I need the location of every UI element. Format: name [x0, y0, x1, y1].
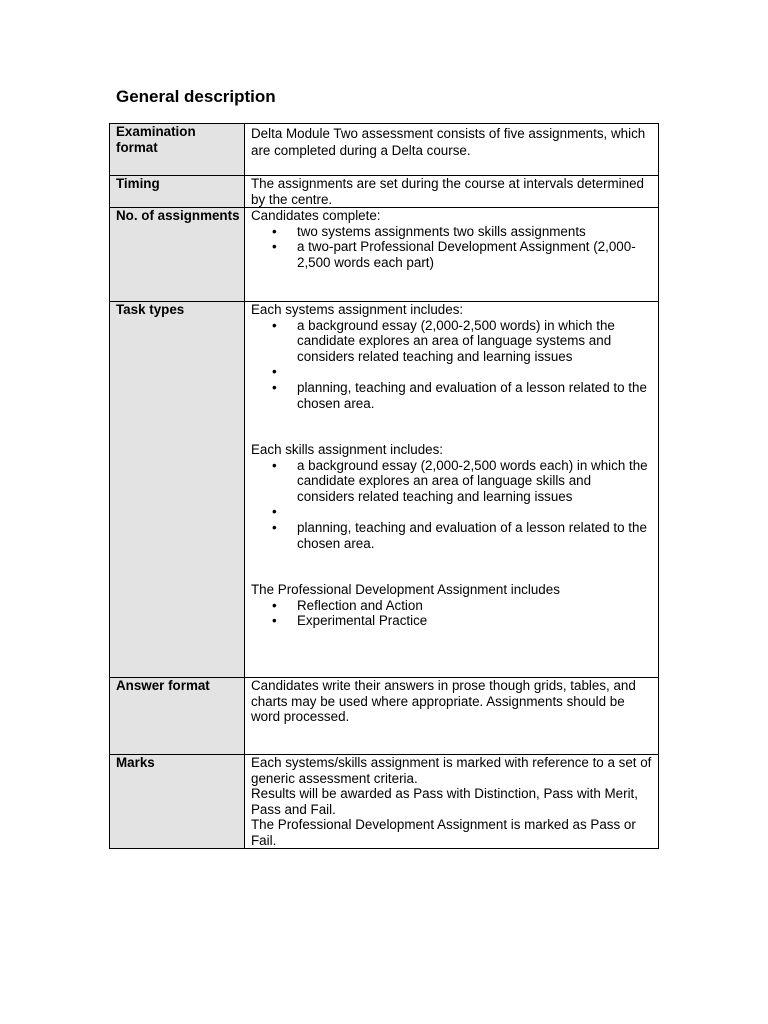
assignments-intro: Candidates complete: — [251, 208, 381, 223]
value-no-of-assignments — [245, 208, 659, 302]
value-marks — [245, 755, 659, 849]
label-examination-format: Examination format — [110, 124, 245, 176]
task-types-label: Task types — [116, 302, 185, 317]
skills-list — [251, 458, 652, 552]
list-item: • two systems assignments two skills assignments — [297, 224, 652, 240]
list-item: • planning, teaching and evaluation of a lesson related to the chosen area. — [297, 380, 652, 411]
value-task-types — [245, 302, 659, 678]
spacer — [297, 504, 652, 520]
assignments-list — [251, 224, 652, 271]
list-item: • a background essay (2,000-2,500 words each) in which the candidate explores an area of language skills and considers related teaching and learning issues — [297, 458, 652, 505]
page-title: General description — [116, 87, 276, 106]
systems-intro: Each systems assignment includes: — [251, 302, 464, 317]
row-examination-format — [110, 124, 659, 176]
skills-intro: Each skills assignment includes: — [251, 442, 444, 457]
row-task-types — [110, 302, 659, 678]
list-item: • a background essay (2,000-2,500 words) in which the candidate explores an area of language systems and considers related teaching and learning issues — [297, 318, 652, 365]
list-item: • a two-part Professional Development Assignment (2,000-2,500 words each part) — [297, 239, 652, 270]
row-marks — [110, 755, 659, 849]
row-no-of-assignments — [110, 208, 659, 302]
list-item: • planning, teaching and evaluation of a lesson related to the chosen area. — [297, 520, 652, 551]
answer-format-text: Candidates write their answers in prose though grids, tables, and charts may be used where appropriate. Assignments should be word processed. — [251, 678, 636, 724]
row-timing — [110, 176, 659, 208]
row-answer-format — [110, 678, 659, 755]
value-examination-format — [245, 124, 659, 176]
systems-list — [251, 318, 652, 412]
label-no-of-assignments: No. of assignments — [110, 208, 245, 302]
timing-text: The assignments are set during the course at intervals determined by the centre. — [251, 176, 644, 207]
pda-intro: The Professional Development Assignment includes — [251, 582, 560, 597]
value-answer-format — [245, 678, 659, 755]
description-table — [109, 123, 659, 849]
spacer — [251, 411, 652, 442]
list-item: • Experimental Practice — [297, 613, 652, 629]
spacer — [297, 364, 652, 380]
label-task-types — [110, 302, 245, 678]
label-answer-format: Answer format — [110, 678, 245, 755]
marks-line: Results will be awarded as Pass with Distinction, Pass with Merit, Pass and Fail. — [251, 786, 638, 817]
marks-line: The Professional Development Assignment is marked as Pass or Fail. — [251, 817, 636, 848]
label-marks: Marks — [110, 755, 245, 849]
list-item: • Reflection and Action — [297, 598, 652, 614]
marks-line: Each systems/skills assignment is marked with reference to a set of generic assessment criteria. — [251, 755, 652, 786]
label-timing: Timing — [110, 176, 245, 208]
pda-list — [251, 598, 652, 629]
examination-format-text: Delta Module Two assessment consists of five assignments, which are completed during a Delta course. — [251, 126, 646, 158]
spacer — [251, 551, 652, 582]
value-timing — [245, 176, 659, 208]
